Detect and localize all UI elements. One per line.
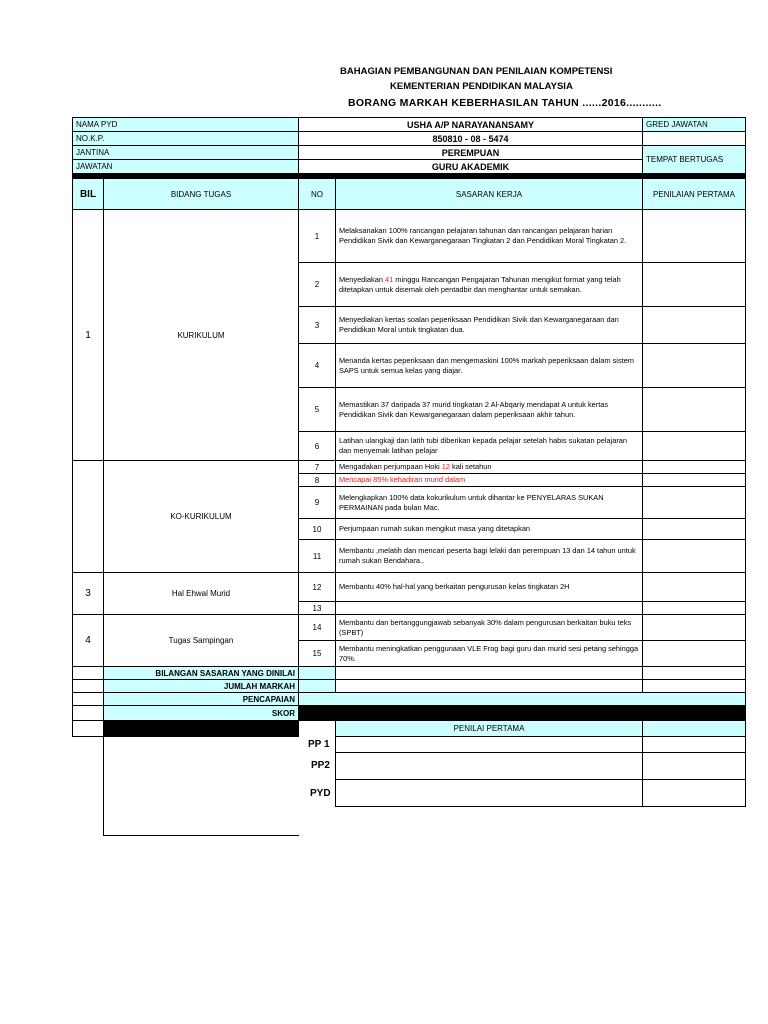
- pencapaian-value[interactable]: [298, 692, 746, 706]
- row-no: 6: [298, 431, 336, 461]
- col-penilaian: PENILAIAN PERTAMA: [642, 178, 746, 210]
- row-penilaian[interactable]: [642, 460, 746, 474]
- pp1-label: PP 1: [308, 739, 330, 750]
- col-bidang: BIDANG TUGAS: [103, 178, 299, 210]
- summary-bil-cell: [72, 705, 104, 721]
- highlight-number: 12: [441, 462, 450, 471]
- row-penilaian[interactable]: [642, 518, 746, 540]
- tempat-label: TEMPAT BERTUGAS: [642, 145, 746, 174]
- row-sasaran: Memastikan 37 daripada 37 murid tingkatan 2 Al-Abqariy mendapat A untuk kertas Pendidikan Sivik dan Kewarganegaraan dalam peperiksaan akhir tahun.: [335, 387, 643, 432]
- row-penilaian[interactable]: [642, 306, 746, 344]
- bilangan-no-cell: [298, 666, 336, 680]
- row-sasaran: Mencapai 85% kehadiran murid dalam: [335, 473, 643, 487]
- row-sasaran: Menanda kertas peperiksaan dan mengemaskini 100% markah peperiksaan dalam sistem SAPS untuk semua kelas yang diajar.: [335, 343, 643, 388]
- row-penilaian[interactable]: [642, 473, 746, 487]
- row-sasaran: Membantu ,melatih dan mencari peserta bagi lelaki dan perempuan 13 dan 14 tahun untuk rumah sukan Bendahara..: [335, 539, 643, 573]
- row-no: 11: [298, 539, 336, 573]
- pyd-field-right[interactable]: [642, 779, 746, 807]
- group-bil-1: 1: [72, 209, 104, 461]
- jumlah-penilaian[interactable]: [642, 679, 746, 693]
- header-line1: BAHAGIAN PEMBANGUNAN DAN PENILAIAN KOMPETENSI: [340, 66, 613, 77]
- bilangan-value[interactable]: [335, 666, 643, 680]
- row-no: 10: [298, 518, 336, 540]
- nokp-label: NO.K.P.: [72, 131, 299, 146]
- row-sasaran: Membantu meningkatkan penggunaan VLE Frog bagi guru dan murid sesi petang sehingga 70%.: [335, 640, 643, 667]
- row-penilaian[interactable]: [642, 572, 746, 602]
- row-no: 3: [298, 306, 336, 344]
- row-penilaian[interactable]: [642, 539, 746, 573]
- row-no: 2: [298, 262, 336, 307]
- jawatan-value: GURU AKADEMIK: [298, 159, 643, 174]
- skor-label: SKOR: [103, 705, 299, 721]
- row-sasaran: Perjumpaan rumah sukan mengikut masa yang ditetapkan: [335, 518, 643, 540]
- row-penilaian[interactable]: [642, 486, 746, 519]
- group-bil-3: 3: [72, 572, 104, 615]
- nama-label: NAMA PYD: [72, 117, 299, 132]
- row-sasaran: Latihan ulangkaji dan latih tubi diberikan kepada pelajar setelah habis sukatan pelajaran dan menyemak latihan pelajar: [335, 431, 643, 461]
- jumlah-no-cell: [298, 679, 336, 693]
- row-sasaran: Membantu 40% hal-hal yang berkaitan pengurusan kelas tingkatan 2H: [335, 572, 643, 602]
- row-penilaian[interactable]: [642, 431, 746, 461]
- highlight-number: 41: [385, 274, 394, 284]
- row-no: 4: [298, 343, 336, 388]
- row-sasaran: Mengadakan perjumpaan Hoki 12 kali setahun: [335, 460, 643, 474]
- header-line2: KEMENTERIAN PENDIDIKAN MALAYSIA: [390, 81, 573, 92]
- penilai-left-box: [103, 736, 299, 836]
- jumlah-label: JUMLAH MARKAH: [103, 679, 299, 693]
- pp1-field[interactable]: [335, 736, 643, 753]
- row-penilaian[interactable]: [642, 387, 746, 432]
- bilangan-label: BILANGAN SASARAN YANG DINILAI: [103, 666, 299, 680]
- jumlah-value[interactable]: [335, 679, 643, 693]
- col-no: NO: [298, 178, 336, 210]
- jawatan-label: JAWATAN: [72, 159, 299, 174]
- pencapaian-label: PENCAPAIAN: [103, 692, 299, 706]
- row-sasaran: Melengkapkan 100% data kokurikulum untuk dihantar ke PENYELARAS SUKAN PERMAINAN pada bulan Mac.: [335, 486, 643, 519]
- row-penilaian[interactable]: [642, 614, 746, 641]
- group-bil-2: [72, 460, 104, 573]
- summary-bil-cell: [72, 666, 104, 680]
- row-no: 9: [298, 486, 336, 519]
- row-no: 14: [298, 614, 336, 641]
- row-penilaian[interactable]: [642, 209, 746, 263]
- pp2-label: PP2: [311, 760, 330, 771]
- row-no: 12: [298, 572, 336, 602]
- col-bil: BIL: [72, 178, 104, 210]
- group-bidang-3: Hal Ehwal Murid: [103, 572, 299, 615]
- row-sasaran: Menyediakan 41 minggu Rancangan Pengajaran Tahunan mengikut format yang telah ditetapkan untuk disemak oleh pentadbir dan menghantar untuk semakan.: [335, 262, 643, 307]
- row-no: 8: [298, 473, 336, 487]
- gred-label: GRED JAWATAN: [642, 117, 746, 132]
- jantina-label: JANTINA: [72, 145, 299, 160]
- row-sasaran: Membantu dan bertanggungjawab sebanyak 30% dalam pengurusan berkaitan buku teks (SPBT): [335, 614, 643, 641]
- pp2-field-right[interactable]: [642, 752, 746, 780]
- pyd-label: PYD: [310, 788, 331, 799]
- summary-bil-cell: [72, 679, 104, 693]
- row-penilaian[interactable]: [642, 262, 746, 307]
- group-bidang-2: KO-KURIKULUM: [103, 460, 299, 573]
- col-sasaran: SASARAN KERJA: [335, 178, 643, 210]
- row-no: 1: [298, 209, 336, 263]
- summary-bil-cell: [72, 692, 104, 706]
- nama-value: USHA A/P NARAYANANSAMY: [298, 117, 643, 132]
- gred-value: [642, 131, 746, 146]
- row-penilaian[interactable]: [642, 601, 746, 615]
- row-no: 7: [298, 460, 336, 474]
- pyd-field[interactable]: [335, 779, 643, 807]
- skor-bar: [298, 705, 746, 721]
- penilai-blank-left: [72, 720, 104, 737]
- group-bidang-1: KURIKULUM: [103, 209, 299, 461]
- row-no: 13: [298, 601, 336, 615]
- penilai-black-bar: [103, 720, 299, 737]
- row-no: 5: [298, 387, 336, 432]
- penilai-title-right: [642, 720, 746, 737]
- group-bil-4: 4: [72, 614, 104, 667]
- row-sasaran: Menyediakan kertas soalan peperiksaan Pendidikan Sivik dan Kewarganegaraan dan Pendidikan Moral untuk tingkatan dua.: [335, 306, 643, 344]
- penilai-gap: [298, 720, 336, 737]
- penilai-title: PENILAI PERTAMA: [335, 720, 643, 737]
- pp1-field-right[interactable]: [642, 736, 746, 753]
- bilangan-penilaian[interactable]: [642, 666, 746, 680]
- row-sasaran: Melaksanakan 100% rancangan pelajaran tahunan dan rancangan pelajaran harian Pendidikan Sivik dan Kewarganegaraan Tingkatan 2 dan Pendidikan Moral Tingkatan 2.: [335, 209, 643, 263]
- row-penilaian[interactable]: [642, 343, 746, 388]
- pp2-field[interactable]: [335, 752, 643, 780]
- header-line3: BORANG MARKAH KEBERHASILAN TAHUN ......2016...........: [348, 97, 662, 109]
- row-penilaian[interactable]: [642, 640, 746, 667]
- row-sasaran: [335, 601, 643, 615]
- nokp-value: 850810 - 08 - 5474: [298, 131, 643, 146]
- jantina-value: PEREMPUAN: [298, 145, 643, 160]
- row-no: 15: [298, 640, 336, 667]
- group-bidang-4: Tugas Sampingan: [103, 614, 299, 667]
